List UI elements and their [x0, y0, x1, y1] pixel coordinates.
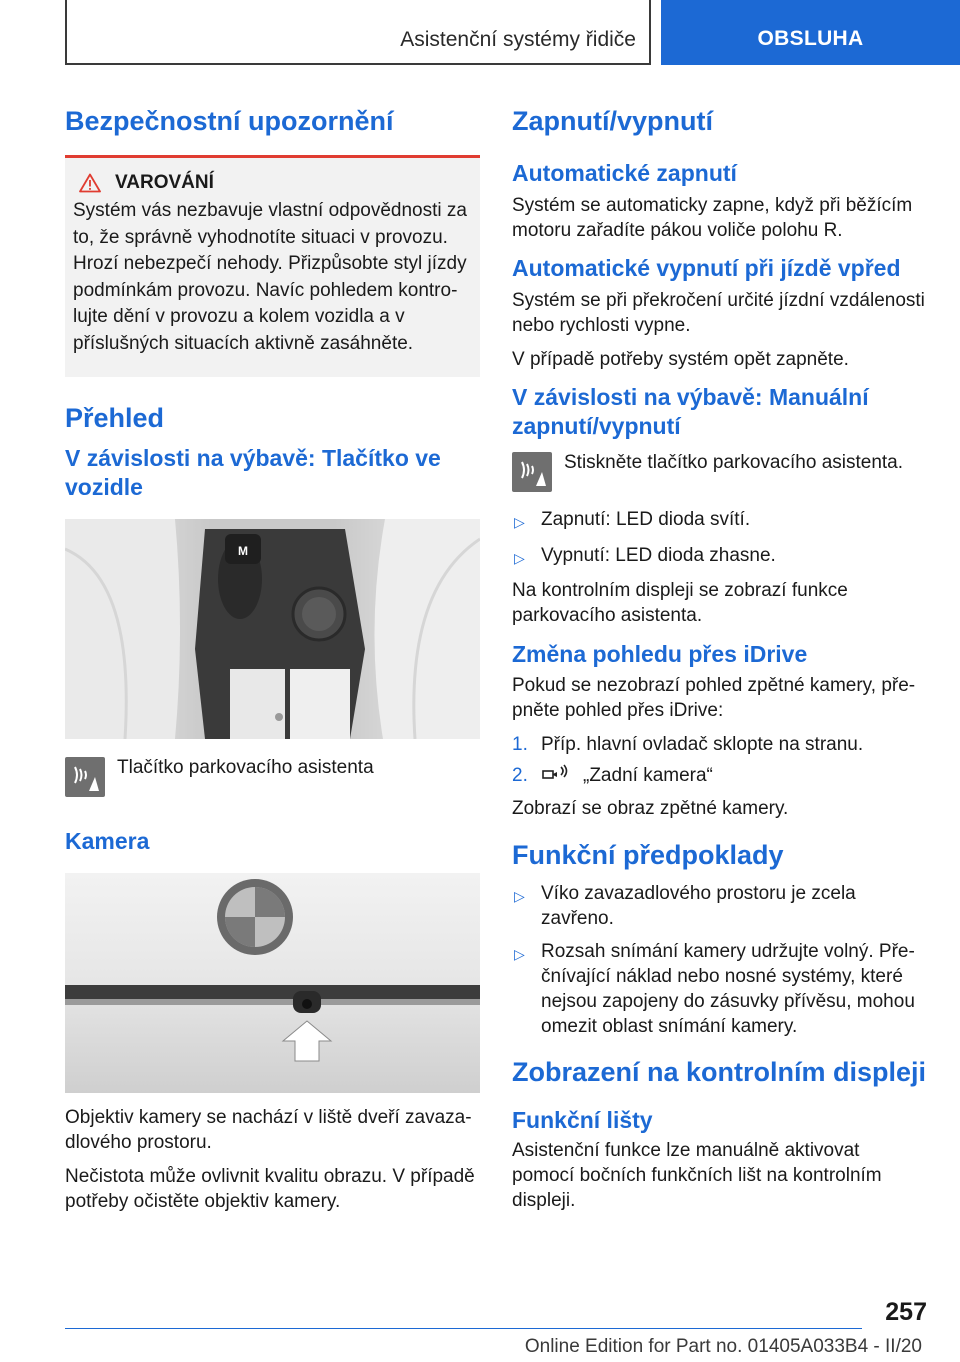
rear-camera-photo: [65, 873, 480, 1093]
prereq-heading: Funkční předpoklady: [512, 840, 784, 870]
manual-instruction-row: [512, 452, 927, 492]
warning-title: VAROVÁNÍ: [115, 172, 214, 193]
warning-box: [65, 155, 480, 377]
manual-instruction: Stiskněte tlačítko parkovacího asistenta.: [564, 452, 904, 473]
list-item-text: Vypnutí: LED dioda zhasne.: [541, 545, 776, 566]
warning-triangle-icon: [79, 173, 101, 193]
list-item: [512, 881, 927, 931]
list-item-text: Zapnutí: LED dioda svítí.: [541, 509, 751, 530]
idrive-text: Pokud se nezobrazí pohled zpětné kamery, přepněte pohled přes iDrive:: [512, 675, 916, 721]
edition-text: Online Edition for Part no. 01405A033B4 - II/20: [524, 1336, 922, 1357]
display-heading: Zobrazení na kontrolním displeji: [512, 1057, 927, 1087]
warning-title-row: [79, 172, 472, 194]
list-item: [512, 507, 927, 535]
prereq-bullet-list: [512, 881, 927, 1039]
auto-off-text-2: V případě potřeby systém opět zapněte.: [512, 349, 849, 370]
triangle-bullet-icon: ▷: [514, 888, 525, 904]
park-button-caption-row: [65, 757, 480, 797]
safety-heading: Bezpečnostní upozornění: [65, 106, 394, 136]
list-item-text: Rozsah snímání kamery udržujte volný. Přečnívající náklad nebo nosné systémy, které nejsou zapojeny do zásuvky přívěsu, mohou omezit oblast snímání kamery.: [541, 941, 915, 1037]
triangle-bullet-icon: ▷: [514, 946, 525, 962]
camera-text-2: Nečistota může ovlivnit kvalitu obrazu. V případě potřeby očistěte objektiv kamery.: [65, 1166, 475, 1212]
overview-heading: Přehled: [65, 403, 165, 433]
list-item: [512, 732, 927, 757]
triangle-bullet-icon: ▷: [514, 514, 525, 530]
chapter-title: Asistenční systémy řidiče: [400, 28, 636, 51]
rear-camera-icon: [541, 763, 573, 785]
bars-text: Asistenční funkce lze manuálně aktivovat pomocí bočních funkčních lišt na kontrolním displeji.: [512, 1140, 882, 1211]
rear-camera-illustration: [65, 873, 480, 1093]
idrive-heading: Změna pohledu přes iDrive: [512, 641, 808, 667]
list-item-text: Víko zavazadlového prostoru je zcela zavřeno.: [541, 883, 856, 929]
left-column: [65, 100, 480, 1214]
camera-text-1: Objektiv kamery se nachází v liště dveří zavazadlového prostoru.: [65, 1107, 472, 1153]
auto-on-text: Systém se automaticky zapne, když při běžícím motoru zařadíte pákou voliče polohu R.: [512, 195, 913, 241]
list-item: [512, 543, 927, 571]
auto-on-heading: Automatické zapnutí: [512, 160, 737, 186]
list-item: [512, 763, 927, 788]
park-assist-button-icon: [512, 452, 552, 492]
camera-heading: Kamera: [65, 828, 150, 854]
svg-text:M: M: [238, 544, 248, 558]
manual-heading: V závislosti na výbavě: Manuální zapnutí/vypnutí: [512, 384, 869, 439]
warning-text: Systém vás nezbavuje vlastní odpovědnosti za to, že správně vyhodnotíte situaci v provozu. Hrozí nebezpečí nehody. Přizpůsobte styl jízdy podmínkám provozu. Navíc pohledem kontrolujte dění v provozu a kolem vozidla a v příslušných situacích aktivně zasáhněte.: [73, 200, 467, 354]
park-assist-button-icon: [65, 757, 105, 797]
manual-text: Na kontrolním displeji se zobrazí funkce parkovacího asistenta.: [512, 580, 848, 626]
auto-off-text-1: Systém se při překročení určité jízdní vzdálenosti nebo rychlosti vypne.: [512, 290, 925, 336]
header-rule-bottom: [65, 63, 651, 65]
idrive-steps: [512, 732, 927, 788]
step-number: 1.: [512, 734, 528, 755]
footer-rule: [65, 1328, 862, 1329]
triangle-bullet-icon: ▷: [514, 550, 525, 566]
center-console-illustration: [65, 519, 480, 739]
section-tab[interactable]: OBSLUHA: [661, 0, 960, 65]
auto-off-heading: Automatické vypnutí při jízdě vpřed: [512, 255, 901, 281]
page-number: 257: [885, 1298, 927, 1326]
header-rule-mid: [649, 0, 651, 64]
step-text: „Zadní kamera“: [583, 765, 713, 786]
park-button-caption: Tlačítko parkovacího asistenta: [117, 757, 374, 778]
step-text: Příp. hlavní ovladač sklopte na stranu.: [541, 734, 864, 755]
right-column: [512, 100, 927, 1213]
idrive-result: Zobrazí se obraz zpětné kamery.: [512, 798, 789, 819]
button-heading: V závislosti na výbavě: Tlačítko ve vozidle: [65, 445, 441, 500]
manual-bullet-list: [512, 507, 927, 571]
header-rule-left: [65, 0, 67, 64]
step-number: 2.: [512, 765, 528, 786]
center-console-photo: [65, 519, 480, 739]
bars-heading: Funkční lišty: [512, 1107, 653, 1133]
onoff-heading: Zapnutí/vypnutí: [512, 106, 713, 136]
list-item: [512, 939, 927, 1039]
